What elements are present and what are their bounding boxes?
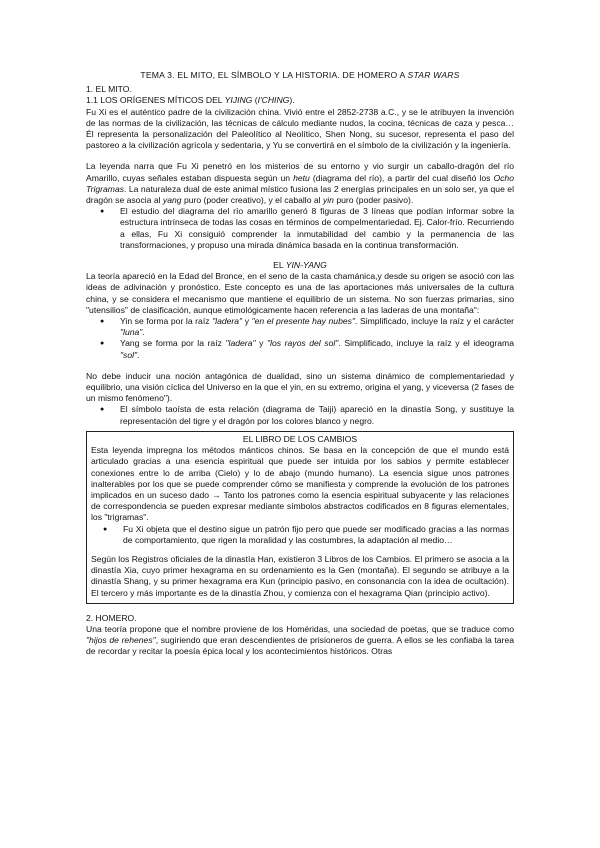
- section-heading: 1. EL MITO.: [86, 84, 132, 95]
- document-page: [86, 70, 514, 658]
- boxed-section: [86, 431, 514, 604]
- bullet-list: [86, 316, 514, 361]
- list-item: ● Yang se forma por la raíz "ladera" y "los rayos del sol". Simplificado, incluye la raíz y el ideograma "sol".: [120, 338, 514, 360]
- list-item: ● Fu Xi objeta que el destino sigue un patrón fijo pero que puede ser modificado gracias a las normas de comportamiento, que rigen la moralidad y las costumbres, la adaptación al medio…: [123, 524, 509, 546]
- bullet-list: [86, 206, 514, 251]
- list-item: ● El estudio del diagrama del río amarillo generó 8 figuras de 3 líneas que podían informar sobre la estructura intrínseca de todas las cosas en términos de compelmentariedad. Ej. Calor-frío. Recurriendo a ellas, Fu Xi consiguió comprender la inmutabilidad del cambio y la permanencia de las transformaciones, y propuso una mirada dinámica basada en la continua transformación.: [120, 206, 514, 251]
- paragraph: Esta leyenda impregna los métodos mánticos chinos. Se basa en la concepción de que el mundo está articulado gracias a una esencia espiritual que puede ser intuida por los sabios y permite establecer conexiones entre lo de arriba (Cielo) y lo de abajo (mundo humano). La esencia sigue unos patrones inalterables por los que se puede comprender cómo se manifiesta y comprende la evolución de los patrones implicados en un suceso dado → Tanto los patrones como la esencia espiritual subyacente y las relaciones de correspondencia se pueden expresar mediante símbolos abstractos codificados en 8 figuras elementales, los "trigramas".: [91, 445, 509, 523]
- list-item: ● Yin se forma por la raíz "ladera" y "en el presente hay nubes". Simplificado, incluye la raíz y el carácter "luna".: [120, 316, 514, 338]
- paragraph: La leyenda narra que Fu Xi penetró en los misterios de su entorno y vio surgir un caballo-dragón del río Amarillo, cuyas señales estaban dispuesta según un hetu (diagrama del río), a partir del cual diseñó los Ocho Trigramas. La naturaleza dual de este animal místico fusiona las 2 energías principales en un solo ser, ya que el dragón se asocia al yang puro (poder creativo), y el caballo al yin puro (poder pasivo).: [86, 161, 514, 206]
- section-heading: 2. HOMERO.: [86, 612, 137, 623]
- list-item: ● El símbolo taoísta de esta relación (diagrama de Taiji) apareció en la dinastía Song, y sustituye la representación del tigre y el dragón por los colores blanco y negro.: [120, 404, 514, 426]
- paragraph: La teoría apareció en la Edad del Bronce, en el seno de la casta chamánica,y desde su origen se asoció con las ideas de adivinación y pronóstico. Este concepto es una de las aportaciones más universales de la cultura china, y se considera el mecanismo que mantiene el equilibrio de un sistema. No son fuerzas primarias, sino "utensilios" de clasificación, aunque etimológicamente hacen referencia a las laderas de una montaña":: [86, 271, 514, 315]
- paragraph: Una teoría propone que el nombre proviene de los Homéridas, una sociedad de poetas, que se traduce como "hijos de rehenes", sugiriendo que eran descendientes de prisioneros de guerra. A ellos se les confiaba la tarea de recordar y recitar la poesía épica local y los acontecimientos históricos. Otras: [86, 623, 515, 657]
- subsection-heading: 1.1 LOS ORÍGENES MÍTICOS DEL YIJING (I'CHING).: [86, 95, 295, 106]
- box-heading: EL LIBRO DE LOS CAMBIOS: [242, 433, 358, 444]
- bullet-list: [86, 404, 514, 426]
- paragraph: No debe inducir una noción antagónica de dualidad, sino un sistema dinámico de complementariedad y equilibrio, una visión cíclica del Universo en la que el yin, en su extremo, origina el yang, y viceversa (2 fases de un mismo fenómeno").: [86, 370, 514, 404]
- bullet-list: [91, 524, 509, 546]
- page-title: TEMA 3. EL MITO, EL SÍMBOLO Y LA HISTORIA. DE HOMERO A STAR WARS: [140, 70, 460, 80]
- paragraph: Fu Xi es el auténtico padre de la civilización china. Vivió entre el 2852-2738 a.C., y se le atribuyen la invención de las normas de la civilización, las técnicas de cálculo mediante nudos, la cocina, técnicas de caza y pesca… Él representa la personalización del Paleolítico al Neolítico, Shen Nong, su sucesor, representa el paso del pastoreo a la civilización agrícola y sedentaria, y Yu se convertirá en el símbolo de la civilización y la ingeniería.: [86, 106, 514, 151]
- section-heading: EL YIN-YANG: [273, 260, 327, 271]
- paragraph: Según los Registros oficiales de la dinastía Han, existieron 3 Libros de los Cambios. El primero se asocia a la dinastía Xia, cuyo primer hexagrama en su ordenamiento es la Gen (montaña). El segundo se atribuye a la dinastía Shang, y su primer hexagrama era Kun (principio pasivo, en consonancia con la idea de ocultación). El tercero y más importante es de la dinastía Zhou, y comienza con el hexagrama Qian (principio activo).: [91, 553, 509, 598]
